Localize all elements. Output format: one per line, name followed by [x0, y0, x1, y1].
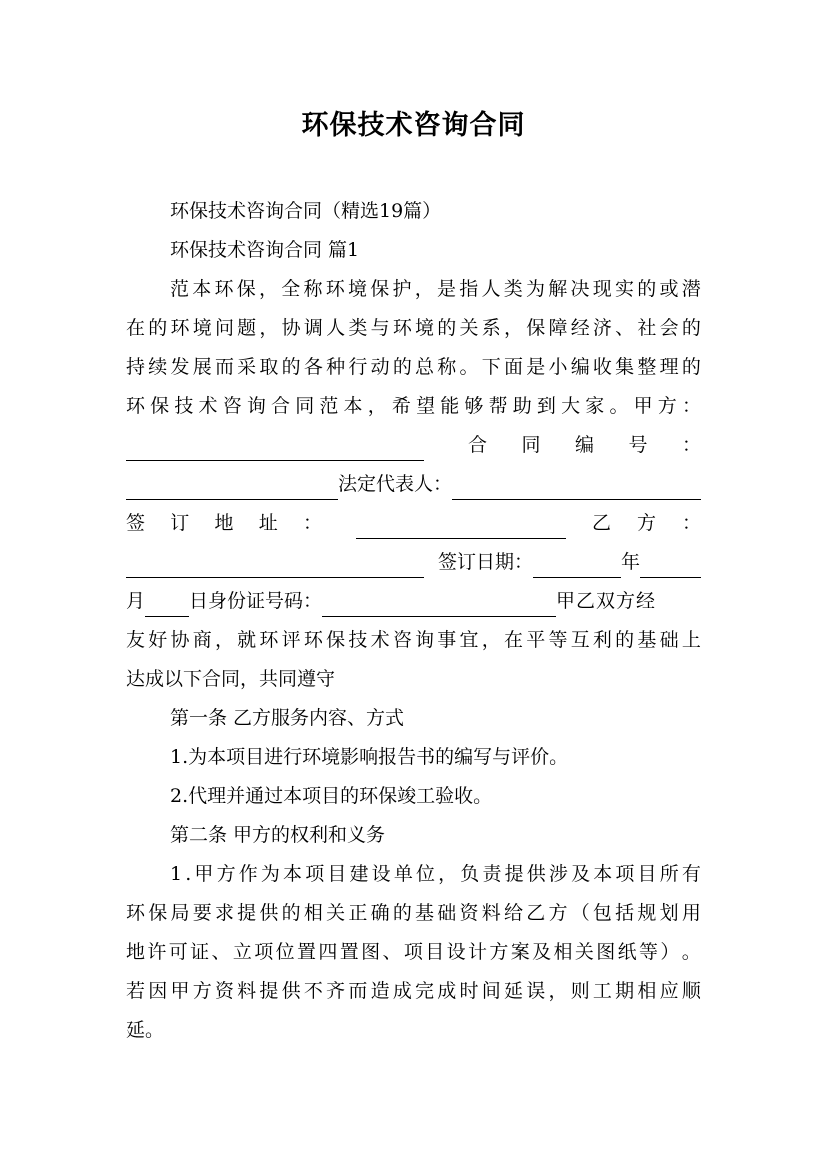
char: 就 [237, 629, 257, 651]
char: 大 [561, 395, 581, 417]
paragraph-line [126, 978, 701, 1004]
char: 本 [343, 395, 363, 417]
blank-line [126, 557, 424, 578]
legal-rep-label: 法定代表人： [338, 473, 453, 495]
char: 相 [303, 902, 323, 924]
char: 济 [592, 317, 612, 339]
char: 案 [510, 941, 530, 963]
char: 宜 [459, 629, 479, 651]
char: 础 [659, 629, 679, 651]
char: 询 [415, 629, 435, 651]
char: 采 [237, 356, 257, 378]
char: ， [259, 317, 279, 339]
char: 的 [637, 278, 657, 300]
char: 保 [326, 629, 346, 651]
char: 位 [275, 941, 295, 963]
char: 境 [415, 317, 435, 339]
char: 关 [574, 941, 594, 963]
char: 帮 [488, 395, 508, 417]
char: 小 [548, 356, 568, 378]
char: 齐 [326, 980, 346, 1002]
paragraph-line [126, 939, 701, 965]
char: 问 [214, 317, 234, 339]
blank-line [356, 518, 566, 539]
char: 而 [214, 356, 234, 378]
char: 成 [437, 980, 457, 1002]
char: 签 [126, 512, 146, 534]
char: 甲 [633, 395, 653, 417]
id-row [126, 588, 701, 614]
char: 局 [170, 902, 190, 924]
char: 资 [459, 902, 479, 924]
char: 提 [504, 863, 524, 885]
char: 指 [459, 278, 479, 300]
char: 单 [393, 863, 413, 885]
char: 实 [615, 278, 635, 300]
char: 题 [237, 317, 257, 339]
blank-line [533, 557, 621, 578]
char: 环 [214, 278, 234, 300]
char: 应 [659, 980, 679, 1002]
char: 人 [481, 278, 501, 300]
char: 的 [681, 356, 701, 378]
char: 保 [370, 278, 390, 300]
char: 在 [503, 629, 523, 651]
char: 地 [214, 512, 234, 534]
char: 证 [190, 941, 210, 963]
tail-text: 甲乙双方经 [556, 590, 657, 612]
paragraph-line [170, 276, 701, 302]
char: 咨 [392, 629, 412, 651]
paragraph-line [126, 900, 701, 926]
char: 评 [281, 629, 301, 651]
party-b-label [592, 510, 701, 536]
char: 技 [348, 629, 368, 651]
char: ， [367, 395, 387, 417]
char: 术 [198, 395, 218, 417]
paragraph-line [126, 627, 701, 653]
char: 或 [659, 278, 679, 300]
char: 造 [370, 980, 390, 1002]
char: 供 [259, 902, 279, 924]
char: 障 [548, 317, 568, 339]
char: 护 [392, 278, 412, 300]
char: 供 [526, 863, 546, 885]
char: 及 [571, 863, 591, 885]
char: 置 [297, 941, 317, 963]
char: 等 [548, 629, 568, 651]
char: 的 [681, 317, 701, 339]
char: 纸 [617, 941, 637, 963]
char: 到 [536, 395, 556, 417]
char: 则 [570, 980, 590, 1002]
char: 编 [570, 356, 590, 378]
char: 项 [615, 863, 635, 885]
char: 面 [503, 356, 523, 378]
section-heading: 环保技术咨询合同 篇1 [170, 239, 360, 261]
char: 延 [503, 980, 523, 1002]
char: 时 [459, 980, 479, 1002]
char: 展 [192, 356, 212, 378]
char: 上 [681, 629, 701, 651]
char: 是 [437, 278, 457, 300]
char: 许 [147, 941, 167, 963]
char: 是 [526, 356, 546, 378]
char: ： [681, 395, 701, 417]
char: 方 [548, 902, 568, 924]
char: 误 [526, 980, 546, 1002]
char: ， [214, 629, 234, 651]
char: 为 [260, 863, 280, 885]
char: 类 [503, 278, 523, 300]
char: 境 [348, 278, 368, 300]
char: ） [660, 941, 680, 963]
char: 合 [468, 434, 488, 456]
char: 。 [681, 941, 701, 963]
char: 取 [259, 356, 279, 378]
char: 料 [237, 980, 257, 1002]
char: 所 [659, 863, 679, 885]
char: 协 [281, 317, 301, 339]
char: 方 [657, 395, 677, 417]
char: 持 [126, 356, 146, 378]
char: 括 [615, 902, 635, 924]
char: 保 [236, 278, 256, 300]
char: 位 [415, 863, 435, 885]
char: 期 [615, 980, 635, 1002]
char: 环 [126, 902, 146, 924]
sign-place-label [126, 510, 322, 536]
char: ， [481, 629, 501, 651]
subtitle: 环保技术咨询合同（精选19篇） [170, 200, 442, 222]
char: 地 [126, 941, 146, 963]
char: 相 [637, 980, 657, 1002]
char: ： [681, 434, 701, 456]
legal-rep-row [126, 471, 701, 497]
article2-heading: 第二条 甲方的权利和义务 [170, 824, 386, 846]
char: 技 [174, 395, 194, 417]
blank-line [145, 596, 189, 617]
char: 方 [192, 980, 212, 1002]
char: 术 [370, 629, 390, 651]
char: 若 [126, 980, 146, 1002]
char: 保 [148, 902, 168, 924]
char: 好 [148, 629, 168, 651]
char: 项 [254, 941, 274, 963]
char: 关 [459, 317, 479, 339]
char: 环 [170, 317, 190, 339]
char: 保 [526, 317, 546, 339]
char: 称 [437, 356, 457, 378]
char: 同 [521, 434, 541, 456]
char: 关 [326, 902, 346, 924]
char: 决 [570, 278, 590, 300]
char: 用 [681, 902, 701, 924]
char: 方 [489, 941, 509, 963]
char: 编 [574, 434, 594, 456]
char: 提 [259, 980, 279, 1002]
paragraph-line: 延。 [126, 1019, 165, 1041]
paragraph-line [126, 393, 701, 419]
paragraph-line [126, 315, 701, 341]
blank-line [126, 440, 424, 461]
char: 等 [639, 941, 659, 963]
char: 环 [126, 395, 146, 417]
char: 在 [126, 317, 146, 339]
char: 商 [192, 629, 212, 651]
char: 助 [512, 395, 532, 417]
char: ， [438, 863, 458, 885]
char: 乙 [592, 512, 612, 534]
char: 立 [232, 941, 252, 963]
char: 顺 [681, 980, 701, 1002]
char: 供 [281, 980, 301, 1002]
char: 本 [283, 863, 303, 885]
char: 资 [214, 980, 234, 1002]
char: 目 [637, 863, 657, 885]
month-label: 月 [126, 590, 146, 612]
char: 同 [295, 395, 315, 417]
char: 本 [593, 863, 613, 885]
char: 的 [148, 317, 168, 339]
char: 目 [425, 941, 445, 963]
char: 。 [609, 395, 629, 417]
char: 整 [637, 356, 657, 378]
char: 互 [570, 629, 590, 651]
char: 的 [392, 902, 412, 924]
char: 人 [326, 317, 346, 339]
char: 利 [592, 629, 612, 651]
char: 计 [468, 941, 488, 963]
char: 咨 [222, 395, 242, 417]
char: 确 [370, 902, 390, 924]
char: 类 [348, 317, 368, 339]
sign-place-row [126, 510, 701, 536]
char: 址 [258, 512, 278, 534]
document-title: 环保技术咨询合同 [301, 110, 526, 141]
char: 求 [214, 902, 234, 924]
char: 能 [440, 395, 460, 417]
char: 环 [303, 629, 323, 651]
char: 为 [526, 278, 546, 300]
char: 图 [596, 941, 616, 963]
blank-line [640, 557, 701, 578]
char: 社 [637, 317, 657, 339]
char: 因 [148, 980, 168, 1002]
char: 、 [211, 941, 231, 963]
char: 现 [592, 278, 612, 300]
paragraph-line [126, 354, 701, 380]
char: 环 [325, 278, 345, 300]
char: ， [548, 980, 568, 1002]
char: 发 [170, 356, 190, 378]
char: 方 [636, 512, 656, 534]
char: 经 [570, 317, 590, 339]
char: 基 [637, 629, 657, 651]
char: 协 [170, 629, 190, 651]
paragraph-line: 达成以下合同，共同遵守 [126, 668, 336, 690]
char: 种 [326, 356, 346, 378]
char: 1 [170, 863, 183, 885]
year-label: 年 [621, 551, 641, 573]
char: 续 [148, 356, 168, 378]
article1-item: 2.代理并通过本项目的环保竣工验收。 [170, 785, 493, 807]
char: 涉 [548, 863, 568, 885]
char: 家 [585, 395, 605, 417]
char: 。 [459, 356, 479, 378]
char: 正 [348, 902, 368, 924]
char: 设 [446, 941, 466, 963]
char: 乙 [526, 902, 546, 924]
char: 各 [303, 356, 323, 378]
char: 收 [592, 356, 612, 378]
char: 有 [681, 863, 701, 885]
blank-line [322, 596, 556, 617]
char: ： [681, 512, 701, 534]
char: 责 [482, 863, 502, 885]
char: 设 [371, 863, 391, 885]
char: 希 [391, 395, 411, 417]
char: ： [302, 512, 322, 534]
char: 友 [126, 629, 146, 651]
char: 相 [553, 941, 573, 963]
char: 号 [628, 434, 648, 456]
char: 称 [303, 278, 323, 300]
char: 不 [303, 980, 323, 1002]
char: 总 [415, 356, 435, 378]
char: 建 [349, 863, 369, 885]
char: ， [259, 278, 279, 300]
char: 调 [303, 317, 323, 339]
article1-item: 1.为本项目进行环境影响报告书的编写与评价。 [170, 746, 569, 768]
char: ， [503, 317, 523, 339]
char: 甲 [170, 980, 190, 1002]
article1-heading: 第一条 乙方服务内容、方式 [170, 707, 405, 729]
char: 四 [318, 941, 338, 963]
char: 置 [339, 941, 359, 963]
char: 完 [415, 980, 435, 1002]
char: 、 [615, 317, 635, 339]
char: （ [570, 902, 590, 924]
blank-line [452, 479, 701, 500]
char: 间 [481, 980, 501, 1002]
char: 望 [416, 395, 436, 417]
char: 全 [281, 278, 301, 300]
char: 会 [659, 317, 679, 339]
char: 平 [526, 629, 546, 651]
char: 项 [305, 863, 325, 885]
char: 包 [592, 902, 612, 924]
char: 动 [370, 356, 390, 378]
char: 系 [481, 317, 501, 339]
char: 础 [437, 902, 457, 924]
char: 给 [503, 902, 523, 924]
char: 工 [592, 980, 612, 1002]
char: 、 [382, 941, 402, 963]
char: 图 [361, 941, 381, 963]
char: 基 [415, 902, 435, 924]
char: . [185, 863, 192, 885]
sign-date-row [126, 549, 701, 575]
char: 与 [370, 317, 390, 339]
char: 划 [659, 902, 679, 924]
char: 合 [271, 395, 291, 417]
char: 环 [392, 317, 412, 339]
char: 甲 [194, 863, 214, 885]
char: 作 [238, 863, 258, 885]
char: 而 [348, 980, 368, 1002]
char: 事 [437, 629, 457, 651]
char: 的 [392, 356, 412, 378]
char: 方 [216, 863, 236, 885]
char: 项 [403, 941, 423, 963]
char: 行 [348, 356, 368, 378]
char: 环 [259, 629, 279, 651]
char: 的 [281, 356, 301, 378]
char: 目 [327, 863, 347, 885]
char: ， [414, 278, 434, 300]
day-id-label: 日身份证号码： [189, 590, 323, 612]
char: 解 [548, 278, 568, 300]
char: 料 [481, 902, 501, 924]
char: 本 [192, 278, 212, 300]
char: 潜 [681, 278, 701, 300]
char: 订 [170, 512, 190, 534]
char: 范 [170, 278, 190, 300]
char: 够 [464, 395, 484, 417]
char: 成 [392, 980, 412, 1002]
char: 规 [637, 902, 657, 924]
char: 的 [281, 902, 301, 924]
blank-line [126, 479, 338, 500]
contract-no-label [468, 432, 701, 458]
char: 可 [168, 941, 188, 963]
char: 要 [192, 902, 212, 924]
char: 提 [237, 902, 257, 924]
sign-date-label: 签订日期： [438, 551, 534, 573]
char: 询 [246, 395, 266, 417]
paragraph-line [170, 861, 701, 887]
char: 负 [460, 863, 480, 885]
char: 范 [319, 395, 339, 417]
char: 保 [150, 395, 170, 417]
char: 理 [659, 356, 679, 378]
char: 的 [437, 317, 457, 339]
char: 及 [532, 941, 552, 963]
char: 境 [192, 317, 212, 339]
contract-no-row [126, 432, 701, 458]
char: 的 [615, 629, 635, 651]
char: 集 [615, 356, 635, 378]
char: 下 [481, 356, 501, 378]
